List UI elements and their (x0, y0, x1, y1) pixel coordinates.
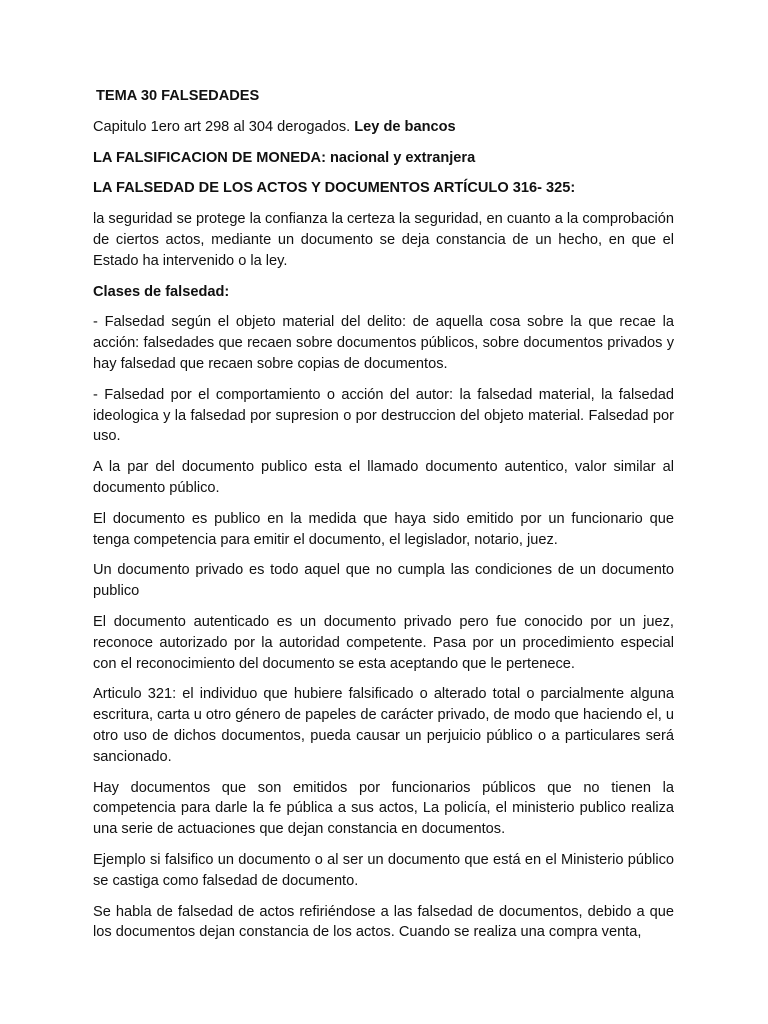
paragraph-falsedad-actos: Se habla de falsedad de actos refiriéndose a las falsedad de documentos, debido a que los documentos dejan constancia de los actos. Cuando se realiza una compra venta, (93, 903, 674, 941)
paragraph-seguridad: la seguridad se protege la confianza la certeza la seguridad, en cuanto a la comprobación de ciertos actos, mediante un documento se deja constancia de un hecho, en que el Estado ha intervenido o la ley. (93, 211, 674, 269)
paragraph-documento-publico: El documento es publico en la medida que haya sido emitido por un funcionario que tenga competencia para emitir el documento, el legislador, notario, juez. (93, 510, 674, 548)
heading-falsedad-actos: LA FALSEDAD DE LOS ACTOS Y DOCUMENTOS ARTÍCULO 316- 325: (93, 180, 576, 197)
paragraph-documento-autenticado: El documento autenticado es un documento privado pero fue conocido por un juez, reconoce autorizado por la autoridad competente. Pasa por un procedimiento especial con el reconocimiento del documento se esta aceptando que le pertenece. (93, 613, 674, 672)
paragraph-ejemplo: Ejemplo si falsifico un documento o al ser un documento que está en el Ministerio público se castiga como falsedad de documento. (93, 851, 674, 889)
paragraph-objeto-material: - Falsedad según el objeto material del delito: de aquella cosa sobre la que recae la acción: falsedades que recaen sobre documentos públicos, sobre documentos privados y hay falsedad que recaen sobre copias de documentos. (93, 314, 674, 372)
chapter-line (93, 117, 674, 138)
paragraph-comportamiento: - Falsedad por el comportamiento o acción del autor: la falsedad material, la falsedad ideologica y la falsedad por supresion o por destruccion del objeto material. Falsedad por uso. (93, 386, 674, 445)
document-page (93, 86, 674, 953)
heading-moneda: LA FALSIFICACION DE MONEDA: nacional y extranjera (93, 149, 476, 166)
document-title: TEMA 30 FALSEDADES (96, 88, 260, 104)
paragraph-articulo-321: Articulo 321: el individuo que hubiere falsificado o alterado total o parcialmente alguna escritura, carta u otro género de papeles de carácter privado, de modo que haciendo el, u otro uso de dichos documentos, pueda causar un perjuicio público o a particulares será sancionado. (93, 686, 674, 765)
chapter-line-bold: Ley de bancos (354, 118, 456, 135)
heading-clases: Clases de falsedad: (93, 283, 230, 300)
paragraph-documento-autentico: A la par del documento publico esta el llamado documento autentico, valor similar al documento público. (93, 459, 674, 496)
chapter-line-text: Capitulo 1ero art 298 al 304 derogados. (93, 118, 355, 135)
paragraph-documento-privado: Un documento privado es todo aquel que no cumpla las condiciones de un documento publico (93, 562, 674, 600)
paragraph-funcionarios: Hay documentos que son emitidos por funcionarios públicos que no tienen la competencia para darle la fe pública a sus actos, La policía, el ministerio publico realiza una serie de actuaciones que dejan constancia en documentos. (93, 779, 674, 838)
